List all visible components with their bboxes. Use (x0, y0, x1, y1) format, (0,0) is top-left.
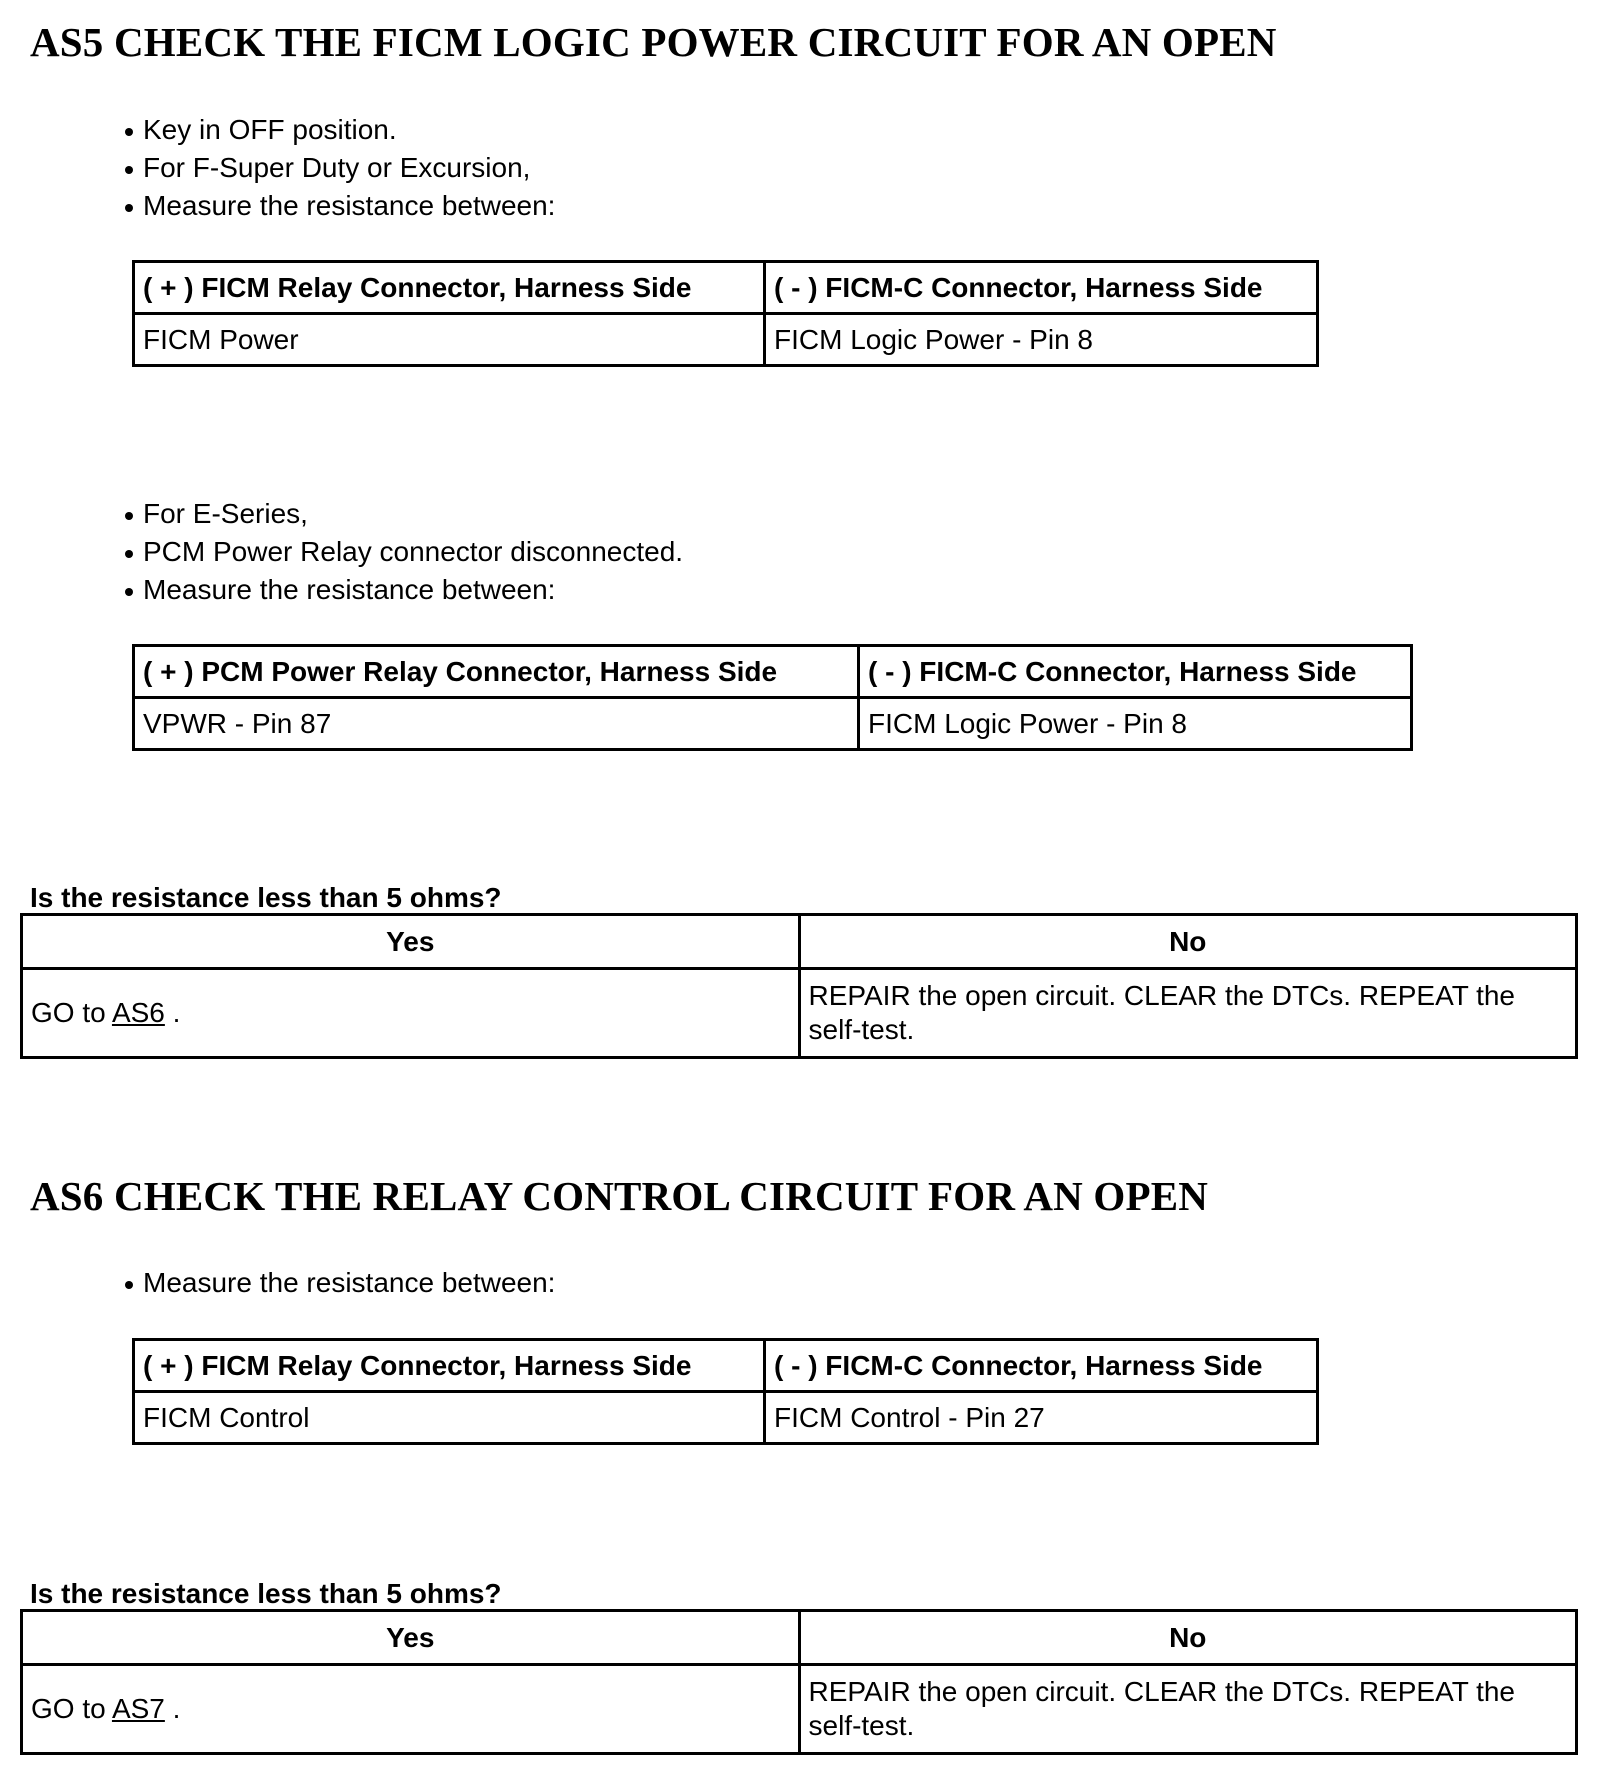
as7-link[interactable]: AS7 (111, 1693, 165, 1724)
as6-question: Is the resistance less than 5 ohms? (30, 1578, 502, 1609)
yes-prefix: GO to (31, 997, 106, 1028)
as5-measure-table-b (132, 644, 1413, 751)
as5-question: Is the resistance less than 5 ohms? (30, 882, 502, 913)
as6-heading: AS6 CHECK THE RELAY CONTROL CIRCUIT FOR AN OPEN (30, 1173, 1209, 1219)
column-header: ( - ) FICM-C Connector, Harness Side (765, 262, 1318, 314)
as6-bullet-list (124, 1264, 555, 1302)
table-header-row (134, 1340, 1318, 1392)
table-cell: FICM Logic Power - Pin 8 (765, 314, 1318, 366)
as5-bullet-list-a (124, 111, 555, 225)
no-cell: REPAIR the open circuit. CLEAR the DTCs. REPEAT the self-test. (799, 1665, 1577, 1754)
yes-header: Yes (22, 1611, 800, 1665)
table-header-row (22, 1611, 1577, 1665)
list-item: Measure the resistance between: (124, 187, 555, 225)
table-row (22, 1665, 1577, 1754)
no-cell: REPAIR the open circuit. CLEAR the DTCs. REPEAT the self-test. (799, 969, 1577, 1058)
yes-prefix: GO to (31, 1693, 106, 1724)
as6-measure-table (132, 1338, 1319, 1445)
table-cell: FICM Logic Power - Pin 8 (859, 698, 1412, 750)
table-cell: FICM Power (134, 314, 765, 366)
column-header: ( + ) FICM Relay Connector, Harness Side (134, 1340, 765, 1392)
table-cell: FICM Control - Pin 27 (765, 1392, 1318, 1444)
table-cell: VPWR - Pin 87 (134, 698, 859, 750)
column-header: ( - ) FICM-C Connector, Harness Side (765, 1340, 1318, 1392)
table-row (134, 698, 1412, 750)
table-row (22, 969, 1577, 1058)
table-cell: FICM Control (134, 1392, 765, 1444)
list-item: Measure the resistance between: (124, 571, 683, 609)
yes-cell (22, 1665, 800, 1754)
list-item: For F-Super Duty or Excursion, (124, 149, 555, 187)
table-header-row (134, 262, 1318, 314)
as6-result-table (20, 1609, 1578, 1755)
as5-result-table (20, 913, 1578, 1059)
as5-measure-table-a (132, 260, 1319, 367)
list-item: For E-Series, (124, 495, 683, 533)
list-item: Key in OFF position. (124, 111, 555, 149)
list-item: Measure the resistance between: (124, 1264, 555, 1302)
as5-heading: AS5 CHECK THE FICM LOGIC POWER CIRCUIT FOR AN OPEN (30, 19, 1277, 65)
no-header: No (799, 915, 1577, 969)
column-header: ( + ) PCM Power Relay Connector, Harness Side (134, 646, 859, 698)
yes-suffix: . (164, 1693, 181, 1724)
table-header-row (134, 646, 1412, 698)
yes-suffix: . (164, 997, 181, 1028)
table-header-row (22, 915, 1577, 969)
table-row (134, 1392, 1318, 1444)
as6-link[interactable]: AS6 (111, 997, 165, 1028)
table-row (134, 314, 1318, 366)
yes-cell (22, 969, 800, 1058)
column-header: ( - ) FICM-C Connector, Harness Side (859, 646, 1412, 698)
yes-header: Yes (22, 915, 800, 969)
list-item: PCM Power Relay connector disconnected. (124, 533, 683, 571)
column-header: ( + ) FICM Relay Connector, Harness Side (134, 262, 765, 314)
as5-bullet-list-b (124, 495, 683, 609)
no-header: No (799, 1611, 1577, 1665)
